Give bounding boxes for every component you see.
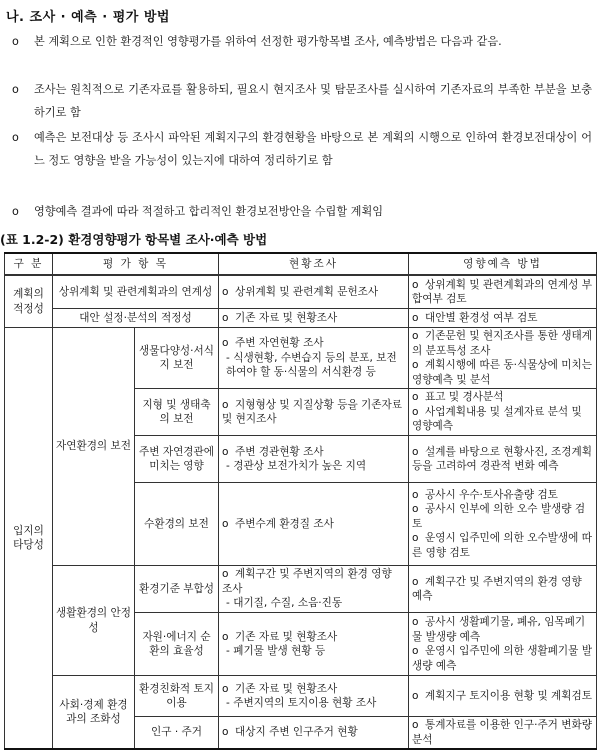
bullet-icon: o [412,645,419,657]
bullet-icon: o [12,83,19,96]
list-item [222,725,405,740]
bullet-icon: o [412,391,419,404]
item-cell: 환경기준 부합성 [135,566,219,613]
bullet-icon: o [222,445,229,458]
prediction-cell [409,275,597,309]
list-item [222,445,405,460]
bullet-icon: o [12,35,19,48]
list-item [222,285,405,300]
list-item-text: 대상지 주변 인구주거 현황 [235,726,358,739]
bullet-icon: o [412,445,419,458]
list-item [412,531,593,560]
list-item [412,278,593,307]
table-row [5,275,597,309]
survey-cell [219,309,409,328]
survey-cell [219,613,409,676]
bullet-icon: o [12,131,19,144]
list-item-text: 표고 및 경사분석 [425,391,504,404]
list-item-text: 공사시 생활폐기물, 폐유, 임목폐기물 발생량 예측 [412,616,586,643]
paragraph [12,126,592,172]
bullet-icon: o [412,278,419,291]
bullet-icon: o [412,359,419,371]
list-item [222,517,405,532]
prediction-cell [409,436,597,483]
dash-item: - 대기질, 수질, 소음·진동 [226,597,343,610]
assessment-table [4,252,597,750]
list-item-text: 통계자료를 이용한 인구·주거 변화량 분석 [412,719,592,746]
item-cell: 환경친화적 토지이용 [135,676,219,717]
bullet-icon: o [222,337,229,350]
bullet-icon: o [222,311,229,324]
bullet-icon: o [222,517,229,530]
category-cell: 입지의 타당성 [5,328,53,750]
paragraph-text: 본 계획으로 인한 환경적인 영향평가를 위하여 선정한 평가항목별 조사, 예측방법은 다음과 같음. [34,35,502,48]
prediction-cell [409,717,597,750]
prediction-cell [409,309,597,328]
table-row [5,676,597,717]
prediction-cell [409,613,597,676]
item-cell: 인구 · 주거 [135,717,219,750]
list-item [222,630,405,645]
bullet-icon: o [412,503,419,516]
list-item-text: 계획구간 및 주변지역의 환경 영향 조사 [222,568,392,595]
group-cell: 사회·경제 환경과의 조화성 [53,676,135,750]
list-item [412,718,593,747]
bullet-icon: o [222,682,229,695]
list-item [222,336,405,351]
list-item [222,311,405,326]
list-item-text: 상위계획 및 관련계획 문헌조사 [235,285,379,298]
prediction-cell [409,483,597,566]
group-cell: 생활환경의 안정성 [53,566,135,676]
list-item [412,488,593,503]
dash-item: - 폐기물 발생 현황 등 [226,645,326,657]
header-survey: 현황조사 [219,253,409,275]
paragraph-text: 영향예측 결과에 따라 적절하고 합리적인 환경보전방안을 수립할 계획임 [34,205,384,218]
list-item [412,329,593,358]
paragraph-text: 조사는 원칙적으로 기존자료를 활용하되, 필요시 현지조사 및 탐문조사를 실시하여 기존자료의 부족한 부분을 보충하기로 함 [34,83,592,119]
bullet-icon: o [12,205,19,218]
list-item-text: 공사시 인부에 의한 오수 발생량 검토 [412,503,586,530]
bullet-icon: o [412,405,419,418]
list-item [412,405,593,434]
list-item [412,311,593,326]
list-item-text: 계획시행에 따른 동·식물상에 미치는 영향예측 및 분석 [412,359,592,386]
survey-cell [219,328,409,389]
bullet-icon: o [222,285,229,298]
list-item-text: 공사시 우수·토사유출량 검토 [425,488,558,501]
list-item [412,575,593,604]
dash-item: - 식생현황, 수변습지 등의 분포, 보전하여야 할 동·식물의 서식환경 등 [226,351,397,379]
list-item [412,445,593,474]
bullet-icon: o [222,726,229,739]
bullet-icon: o [412,616,419,628]
table-header-row [5,253,597,275]
list-item-text: 사업계획내용 및 설계자료 분석 및 영향예측 [412,405,582,433]
item-cell: 자원·에너지 순환의 효율성 [135,613,219,676]
survey-cell [219,436,409,483]
list-item [412,390,593,405]
bullet-icon: o [412,532,419,545]
header-category: 구 분 [5,253,53,275]
prediction-cell [409,389,597,436]
list-item [412,358,593,387]
item-cell: 상위계획 및 관련계획과의 연계성 [53,275,219,309]
table-caption: (표 1.2-2) 환경영향평가 항목별 조사·예측 방법 [0,232,268,247]
bullet-icon: o [412,719,419,731]
list-item [222,567,405,596]
list-item-text: 계획구간 및 주변지역의 환경 영향 예측 [412,575,582,602]
list-item-text: 주변 경관현황 조사 [235,445,324,458]
survey-cell [219,483,409,566]
paragraph-text: 예측은 보전대상 등 조사시 파악된 계획지구의 환경현황을 바탕으로 본 계획의 시행으로 인하여 환경보전대상이 어느 정도 영향을 받을 가능성이 있는지에 대하여 정리하기로 함 [34,131,592,167]
header-item: 평 가 항 목 [53,253,219,275]
table-row [5,566,597,613]
list-item-text: 기존 자료 및 현황조사 [235,311,338,324]
paragraph [12,78,592,124]
section-heading: 나. 조사 · 예측 · 평가 방법 [6,10,170,25]
bullet-icon: o [412,488,419,501]
list-item-text: 상위계획 및 관련계획과의 연계성 부합여부 검토 [412,278,592,305]
list-item-text: 기존문헌 및 현지조사를 통한 생태계의 분포특성 조사 [412,330,592,357]
list-item-text: 운영시 입주민에 의한 생활폐기물 발생량 예측 [412,645,592,672]
list-item-text: 계획지구 토지이용 현황 및 계획검토 [425,689,592,702]
bullet-icon: o [222,568,229,581]
item-cell: 주변 자연경관에 미치는 영향 [135,436,219,483]
item-cell: 수환경의 보전 [135,483,219,566]
survey-cell [219,275,409,309]
paragraph [12,30,592,53]
list-item-text: 운영시 입주민에 의한 오수발생에 따른 영향 검토 [412,532,592,559]
bullet-icon: o [222,398,229,411]
paragraph [12,200,592,223]
dash-item: - 경관상 보전가치가 높은 지역 [226,460,367,472]
survey-cell [219,566,409,613]
bullet-icon: o [412,311,419,324]
group-cell: 자연환경의 보전 [53,328,135,566]
table-row [5,309,597,328]
prediction-cell [409,676,597,717]
survey-cell [219,389,409,436]
list-item-text: 주변 자연현황 조사 [235,337,324,350]
list-item [222,682,405,697]
dash-item: - 주변지역의 토지이용 현황 조사 [226,697,377,709]
prediction-cell [409,328,597,389]
survey-cell [219,676,409,717]
prediction-cell [409,566,597,613]
list-item [412,689,593,704]
bullet-icon: o [412,689,419,702]
list-item-text: 설계를 바탕으로 현황사진, 조경계획 등을 고려하여 경관적 변화 예측 [412,445,592,472]
header-prediction: 영향예측 방법 [409,253,597,275]
list-item-text: 기존 자료 및 현황조사 [235,682,338,695]
list-item [412,502,593,531]
list-item [412,615,593,644]
bullet-icon: o [412,330,419,342]
bullet-icon: o [412,575,419,588]
table-row [5,328,597,389]
list-item-text: 기존 자료 및 현황조사 [235,630,338,643]
survey-cell [219,717,409,750]
list-item-text: 대안별 환경성 여부 검토 [425,311,538,324]
item-cell: 생물다양성·서식지 보전 [135,328,219,389]
item-cell: 대안 설정·분석의 적정성 [53,309,219,328]
item-cell: 지형 및 생태축의 보전 [135,389,219,436]
list-item [412,644,593,673]
category-cell: 계획의 적정성 [5,275,53,328]
list-item-text: 주변수계 환경질 조사 [235,517,334,530]
list-item-text: 지형형상 및 지질상황 등을 기존자료 및 현지조사 [222,398,402,425]
list-item [222,398,405,427]
bullet-icon: o [222,630,229,643]
